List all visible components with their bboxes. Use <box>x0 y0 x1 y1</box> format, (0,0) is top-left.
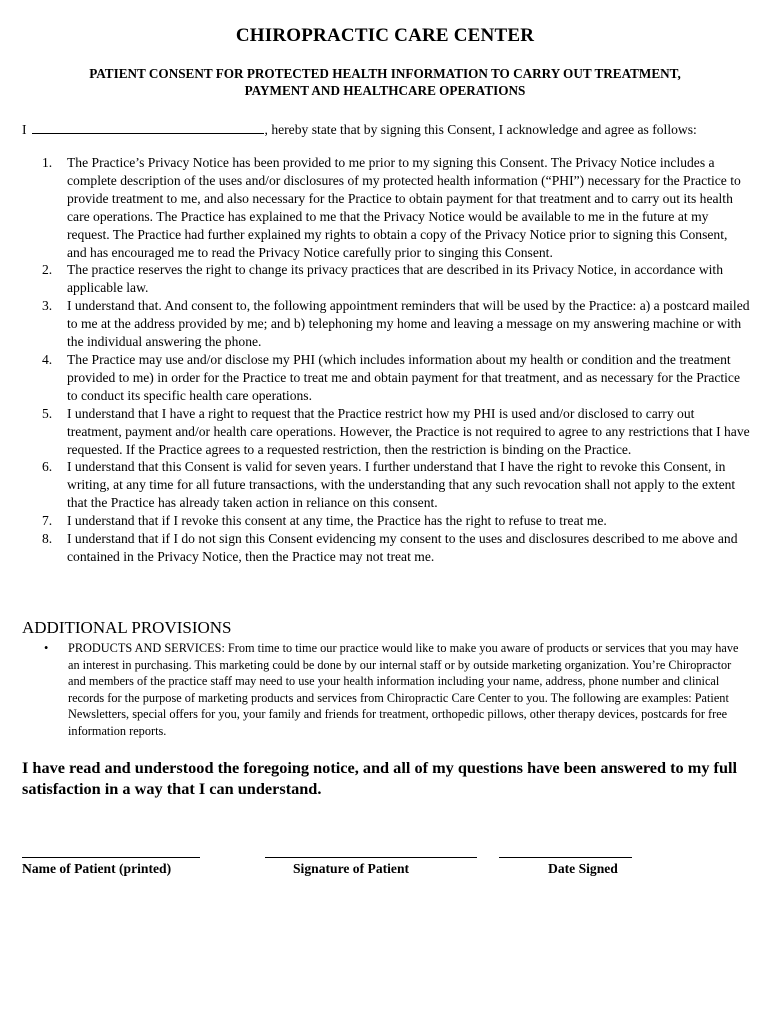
date-line[interactable] <box>499 857 632 858</box>
intro-prefix: I <box>22 122 27 137</box>
signature-line[interactable] <box>265 857 477 858</box>
consent-term <box>22 458 750 512</box>
intro-suffix: , hereby state that by signing this Consent, I acknowledge and agree as follows: <box>264 122 697 137</box>
term-text: I understand that if I revoke this consent at any time, the Practice has the right to refuse to treat me. <box>67 513 607 529</box>
term-number: 6. <box>42 459 53 475</box>
term-text: I understand that I have a right to request that the Practice restrict how my PHI is used and/or disclosed to carry out treatment, payment and/or health care operations. However, the Practice is not required to agree to any restrictions that I have requested. If the Practice agrees to a requested restriction, then the restriction is binding on the Practice. <box>67 405 750 457</box>
term-number: 4. <box>42 351 53 367</box>
signature-label: Signature of Patient <box>293 861 410 876</box>
consent-term <box>22 351 750 405</box>
provision-item <box>22 640 750 740</box>
term-text: I understand that. And consent to, the following appointment reminders that will be used by the Practice: a) a postcard mailed to me at the address provided by me; and b) telephoning my home and leaving a message on my answering machine or with the individual answering the phone. <box>67 298 750 350</box>
patient-name-label: Name of Patient (printed) <box>22 861 172 876</box>
date-label: Date Signed <box>548 861 618 876</box>
term-number: 1. <box>42 155 53 170</box>
consent-term <box>22 405 750 459</box>
subtitle-line-2: PAYMENT AND HEALTHCARE OPERATIONS <box>244 83 526 98</box>
bullet-symbol: • <box>44 641 49 655</box>
consent-term <box>22 154 750 261</box>
document-subtitle <box>20 65 750 99</box>
term-number: 5. <box>42 405 53 421</box>
patient-name-line[interactable] <box>22 857 200 858</box>
term-text: I understand that this Consent is valid for seven years. I further understand that I have the right to revoke this Consent, in writing, at any time for all future transactions, with the understanding that any such revocation shall not apply to the extent that the Practice has already taken action in reliance on this consent. <box>67 459 736 511</box>
provision-text: PRODUCTS AND SERVICES: From time to time our practice would like to make you aware of products or services that you may have an interest in purchasing. This marketing could be done by our internal staff or by outside marketing organization. You’re Chiropractor and members of the practice staff may need to use your health information including your name, address, phone number and clinical records for the purpose of marketing products and services from Chiropractic Care Center to you. The following are examples: Patient Newsletters, special offers for you, your family and friends for treatment, orthopedic pillows, other therapy devices, postcards for free information reports. <box>68 641 739 738</box>
consent-term <box>22 530 750 566</box>
term-text: The practice reserves the right to change its privacy practices that are described in its Privacy Notice, in accordance with applicable law. <box>67 262 723 296</box>
patient-name-blank[interactable] <box>32 120 264 134</box>
consent-term <box>22 512 750 530</box>
term-number: 2. <box>42 262 53 278</box>
additional-provisions-list <box>22 640 750 740</box>
consent-terms-list <box>22 154 750 566</box>
term-number: 7. <box>42 513 53 529</box>
document-title: CHIROPRACTIC CARE CENTER <box>235 25 535 46</box>
term-text: The Practice may use and/or disclose my PHI (which includes information about my health or condition and the treatment provided to me) in order for the Practice to treat me and obtain payment for that treatment, and as necessary for the Practice to conduct its specific health care operations. <box>67 351 741 403</box>
intro-statement <box>22 120 752 138</box>
term-number: 3. <box>42 298 53 314</box>
term-number: 8. <box>42 531 53 547</box>
consent-term <box>22 297 750 351</box>
term-text: The Practice’s Privacy Notice has been provided to me prior to my signing this Consent. The Privacy Notice includes a complete description of the uses and/or disclosures of my protected health information (“PHI”) necessary for the Practice to provide treatment to me, and also necessary for the Practice to obtain payment for that treatment and to carry out its health care operations. The Practice has explained to me that the Privacy Notice would be available to me in the future at my request. The Practice had further explained my rights to obtain a copy of the Privacy Notice prior to signing this Consent, and has encouraged me to read the Privacy Notice carefully prior to singing this Consent. <box>67 155 741 260</box>
subtitle-line-1: PATIENT CONSENT FOR PROTECTED HEALTH INFORMATION TO CARRY OUT TREATMENT, <box>89 66 681 81</box>
term-text: I understand that if I do not sign this Consent evidencing my consent to the uses and disclosures described to me above and contained in the Privacy Notice, then the Practice may not treat me. <box>67 531 738 564</box>
additional-provisions-heading: ADDITIONAL PROVISIONS <box>22 618 232 637</box>
consent-term <box>22 261 750 297</box>
acknowledgement-statement: I have read and understood the foregoing notice, and all of my questions have been answered to my full satisfaction in a way that I can understand. <box>22 758 738 798</box>
